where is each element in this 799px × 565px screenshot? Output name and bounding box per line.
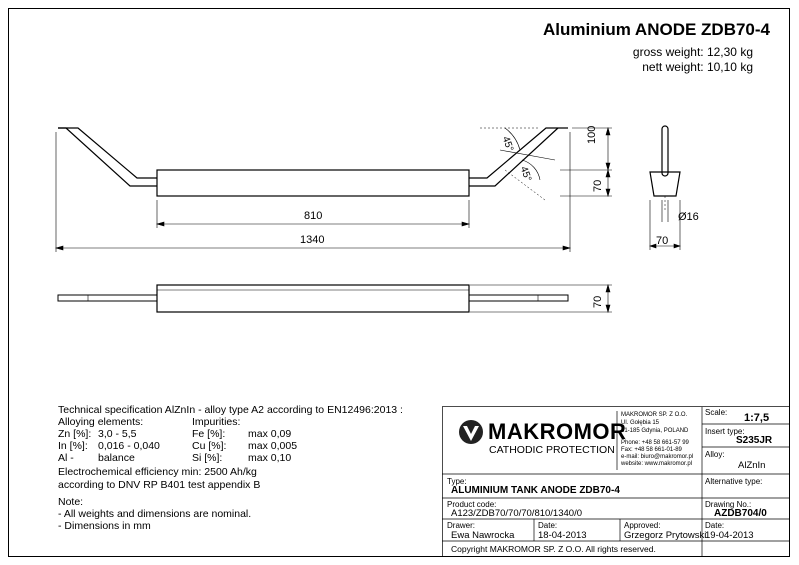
note-title: Note: <box>58 496 84 508</box>
product-code-label: Product code: <box>447 500 497 509</box>
impurity-value: max 0,005 <box>248 440 298 452</box>
alloying-label: Alloying elements: <box>58 416 144 428</box>
type-value: ALUMINIUM TANK ANODE ZDB70-4 <box>451 485 620 496</box>
note-line: - Dimensions in mm <box>58 520 151 532</box>
product-code-value: A123/ZDB70/70/70/810/1340/0 <box>451 508 582 519</box>
efficiency-text: Electrochemical efficiency min: 2500 Ah/kg <box>58 466 257 478</box>
alternative-type-label: Alternative type: <box>705 477 763 486</box>
drawing-title: Aluminium ANODE ZDB70-4 <box>543 20 771 39</box>
approved-value: Grzegorz Prytowski <box>624 530 707 541</box>
alloy-value: AlZnIn <box>738 460 766 471</box>
impurity-value: max 0,10 <box>248 452 292 464</box>
alloy-value: balance <box>98 452 135 464</box>
note-line: - All weights and dimensions are nominal. <box>58 508 252 520</box>
gross-weight: gross weight: 12,30 kg <box>632 45 753 59</box>
company-name: MAKROMOR <box>488 419 627 444</box>
side-view-dimensions <box>56 125 612 252</box>
dim-70-end: 70 <box>656 235 669 247</box>
dnv-text: according to DNV RP B401 test appendix B <box>58 479 261 491</box>
date-value: 19-04-2013 <box>705 530 754 541</box>
makromor-logo <box>459 420 483 444</box>
end-view <box>650 126 680 250</box>
company-contact: website: www.makromor.pl <box>621 461 693 467</box>
company-address: MAKROMOR SP. Z O.O. <box>621 412 688 418</box>
insert-type-value: S235JR <box>736 435 773 446</box>
dim-diameter-16: Ø16 <box>678 211 699 223</box>
dim-70-side: 70 <box>592 179 604 192</box>
drawer-value: Ewa Nawrocka <box>451 530 515 541</box>
copyright-text: Copyright MAKROMOR SP. Z O.O. All rights reserved. <box>451 544 656 554</box>
insert-type-label: Insert type: <box>705 427 745 436</box>
impurity-element: Fe [%]: <box>192 428 226 440</box>
impurities-label: Impurities: <box>192 416 241 428</box>
impurity-element: Cu [%]: <box>192 440 227 452</box>
dim-1340: 1340 <box>300 234 325 246</box>
alloy-label: Alloy: <box>705 450 725 459</box>
type-label: Type: <box>447 477 467 486</box>
company-subtitle: CATHODIC PROTECTION <box>489 444 615 456</box>
angle-45-top: 45° <box>499 135 516 153</box>
date-label: Date: <box>705 521 725 530</box>
side-view <box>58 128 568 200</box>
nett-weight: nett weight: 10,10 kg <box>642 60 753 74</box>
drawing-no-label: Drawing No.: <box>705 500 752 509</box>
impurity-value: max 0,09 <box>248 428 292 440</box>
date-label: Date: <box>538 521 558 530</box>
scale-value: 1:7,5 <box>744 412 770 424</box>
drawing-no-value: AZDB704/0 <box>714 508 767 519</box>
company-contact: Fax: +48 58 661-01-89 <box>621 447 682 453</box>
company-contact: Phone: +48 58 661-57 99 <box>621 440 689 446</box>
company-contact: e-mail: biuro@makromor.pl <box>621 454 694 460</box>
alloy-value: 3,0 - 5,5 <box>98 428 137 440</box>
spec-heading: Technical specification AlZnIn - alloy type A2 according to EN12496:2013 : <box>58 404 403 416</box>
alloy-element: Zn [%]: <box>58 428 92 440</box>
company-address: 81-185 Gdynia, POLAND <box>621 428 689 434</box>
scale-label: Scale: <box>705 408 728 417</box>
dim-100: 100 <box>586 125 598 144</box>
plan-view <box>58 285 612 312</box>
dim-70-plan: 70 <box>592 295 604 308</box>
angle-45-bottom: 45° <box>517 165 534 183</box>
impurity-element: Si [%]: <box>192 452 223 464</box>
drawer-label: Drawer: <box>447 521 476 530</box>
date-value: 18-04-2013 <box>538 530 587 541</box>
alloy-element: Al - <box>58 452 74 464</box>
dim-810: 810 <box>304 210 323 222</box>
alloy-value: 0,016 - 0,040 <box>98 440 160 452</box>
approved-label: Approved: <box>624 521 661 530</box>
company-address: Ul. Gołębia 15 <box>621 420 660 426</box>
alloy-element: In [%]: <box>58 440 88 452</box>
